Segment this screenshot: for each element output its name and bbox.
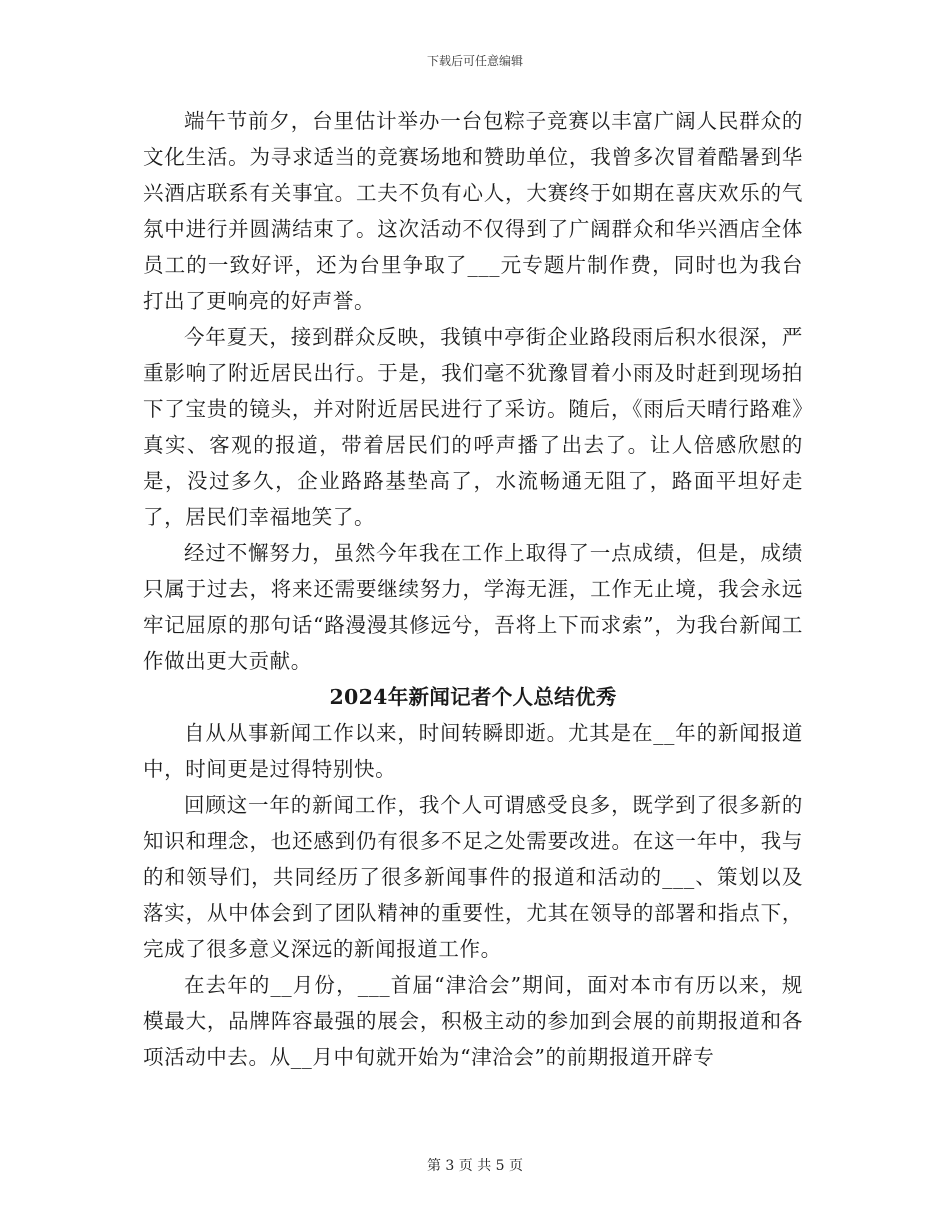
paragraph: 端午节前夕，台里估计举办一台包粽子竞赛以丰富广阔人民群众的文化生活。为寻求适当的竞赛场地和赞助单位，我曾多次冒着酷暑到华兴酒店联系有关事宜。工夫不负有心人，大赛终于如期在喜庆欢乐的气氛中进行并圆满结束了。这次活动不仅得到了广阔群众和华兴酒店全体员工的一致好评，还为台里争取了___元专题片制作费，同时也为我台打出了更响亮的好声誉。 bbox=[143, 109, 803, 313]
paragraph: 自从从事新闻工作以来，时间转瞬即逝。尤其是在__年的新闻报道中，时间更是过得特别快。 bbox=[143, 721, 803, 781]
page-footer: 第 3 页 共 5 页 bbox=[426, 1158, 524, 1174]
paragraph: 在去年的__月份，___首届“津洽会”期间，面对本市有历以来，规模最大，品牌阵容最强的展会，积极主动的参加到会展的前期报道和各项活动中去。从__月中旬就开始为“津洽会”的前期报道开辟专 bbox=[143, 973, 803, 1069]
document-body bbox=[143, 103, 803, 1075]
section-title: 2024年新闻记者个人总结优秀 bbox=[329, 685, 617, 709]
paragraph: 经过不懈努力，虽然今年我在工作上取得了一点成绩，但是，成绩只属于过去，将来还需要继续努力，学海无涯，工作无止境，我会永远牢记屈原的那句话“路漫漫其修远兮，吾将上下而求索”，为我台新闻工作做出更大贡献。 bbox=[143, 541, 803, 673]
paragraph: 今年夏天，接到群众反映，我镇中亭街企业路段雨后积水很深，严重影响了附近居民出行。于是，我们毫不犹豫冒着小雨及时赶到现场拍下了宝贵的镜头，并对附近居民进行了采访。随后，《雨后天晴行路难》真实、客观的报道，带着居民们的呼声播了出去了。让人倍感欣慰的是，没过多久，企业路路基垫高了，水流畅通无阻了，路面平坦好走了，居民们幸福地笑了。 bbox=[143, 325, 803, 529]
paragraph: 回顾这一年的新闻工作，我个人可谓感受良多，既学到了很多新的知识和理念，也还感到仍有很多不足之处需要改进。在这一年中，我与的和领导们，共同经历了很多新闻事件的报道和活动的___、策划以及落实，从中体会到了团队精神的重要性，尤其在领导的部署和指点下，完成了很多意义深远的新闻报道工作。 bbox=[143, 793, 803, 961]
page-header: 下载后可任意编辑 bbox=[426, 54, 523, 68]
